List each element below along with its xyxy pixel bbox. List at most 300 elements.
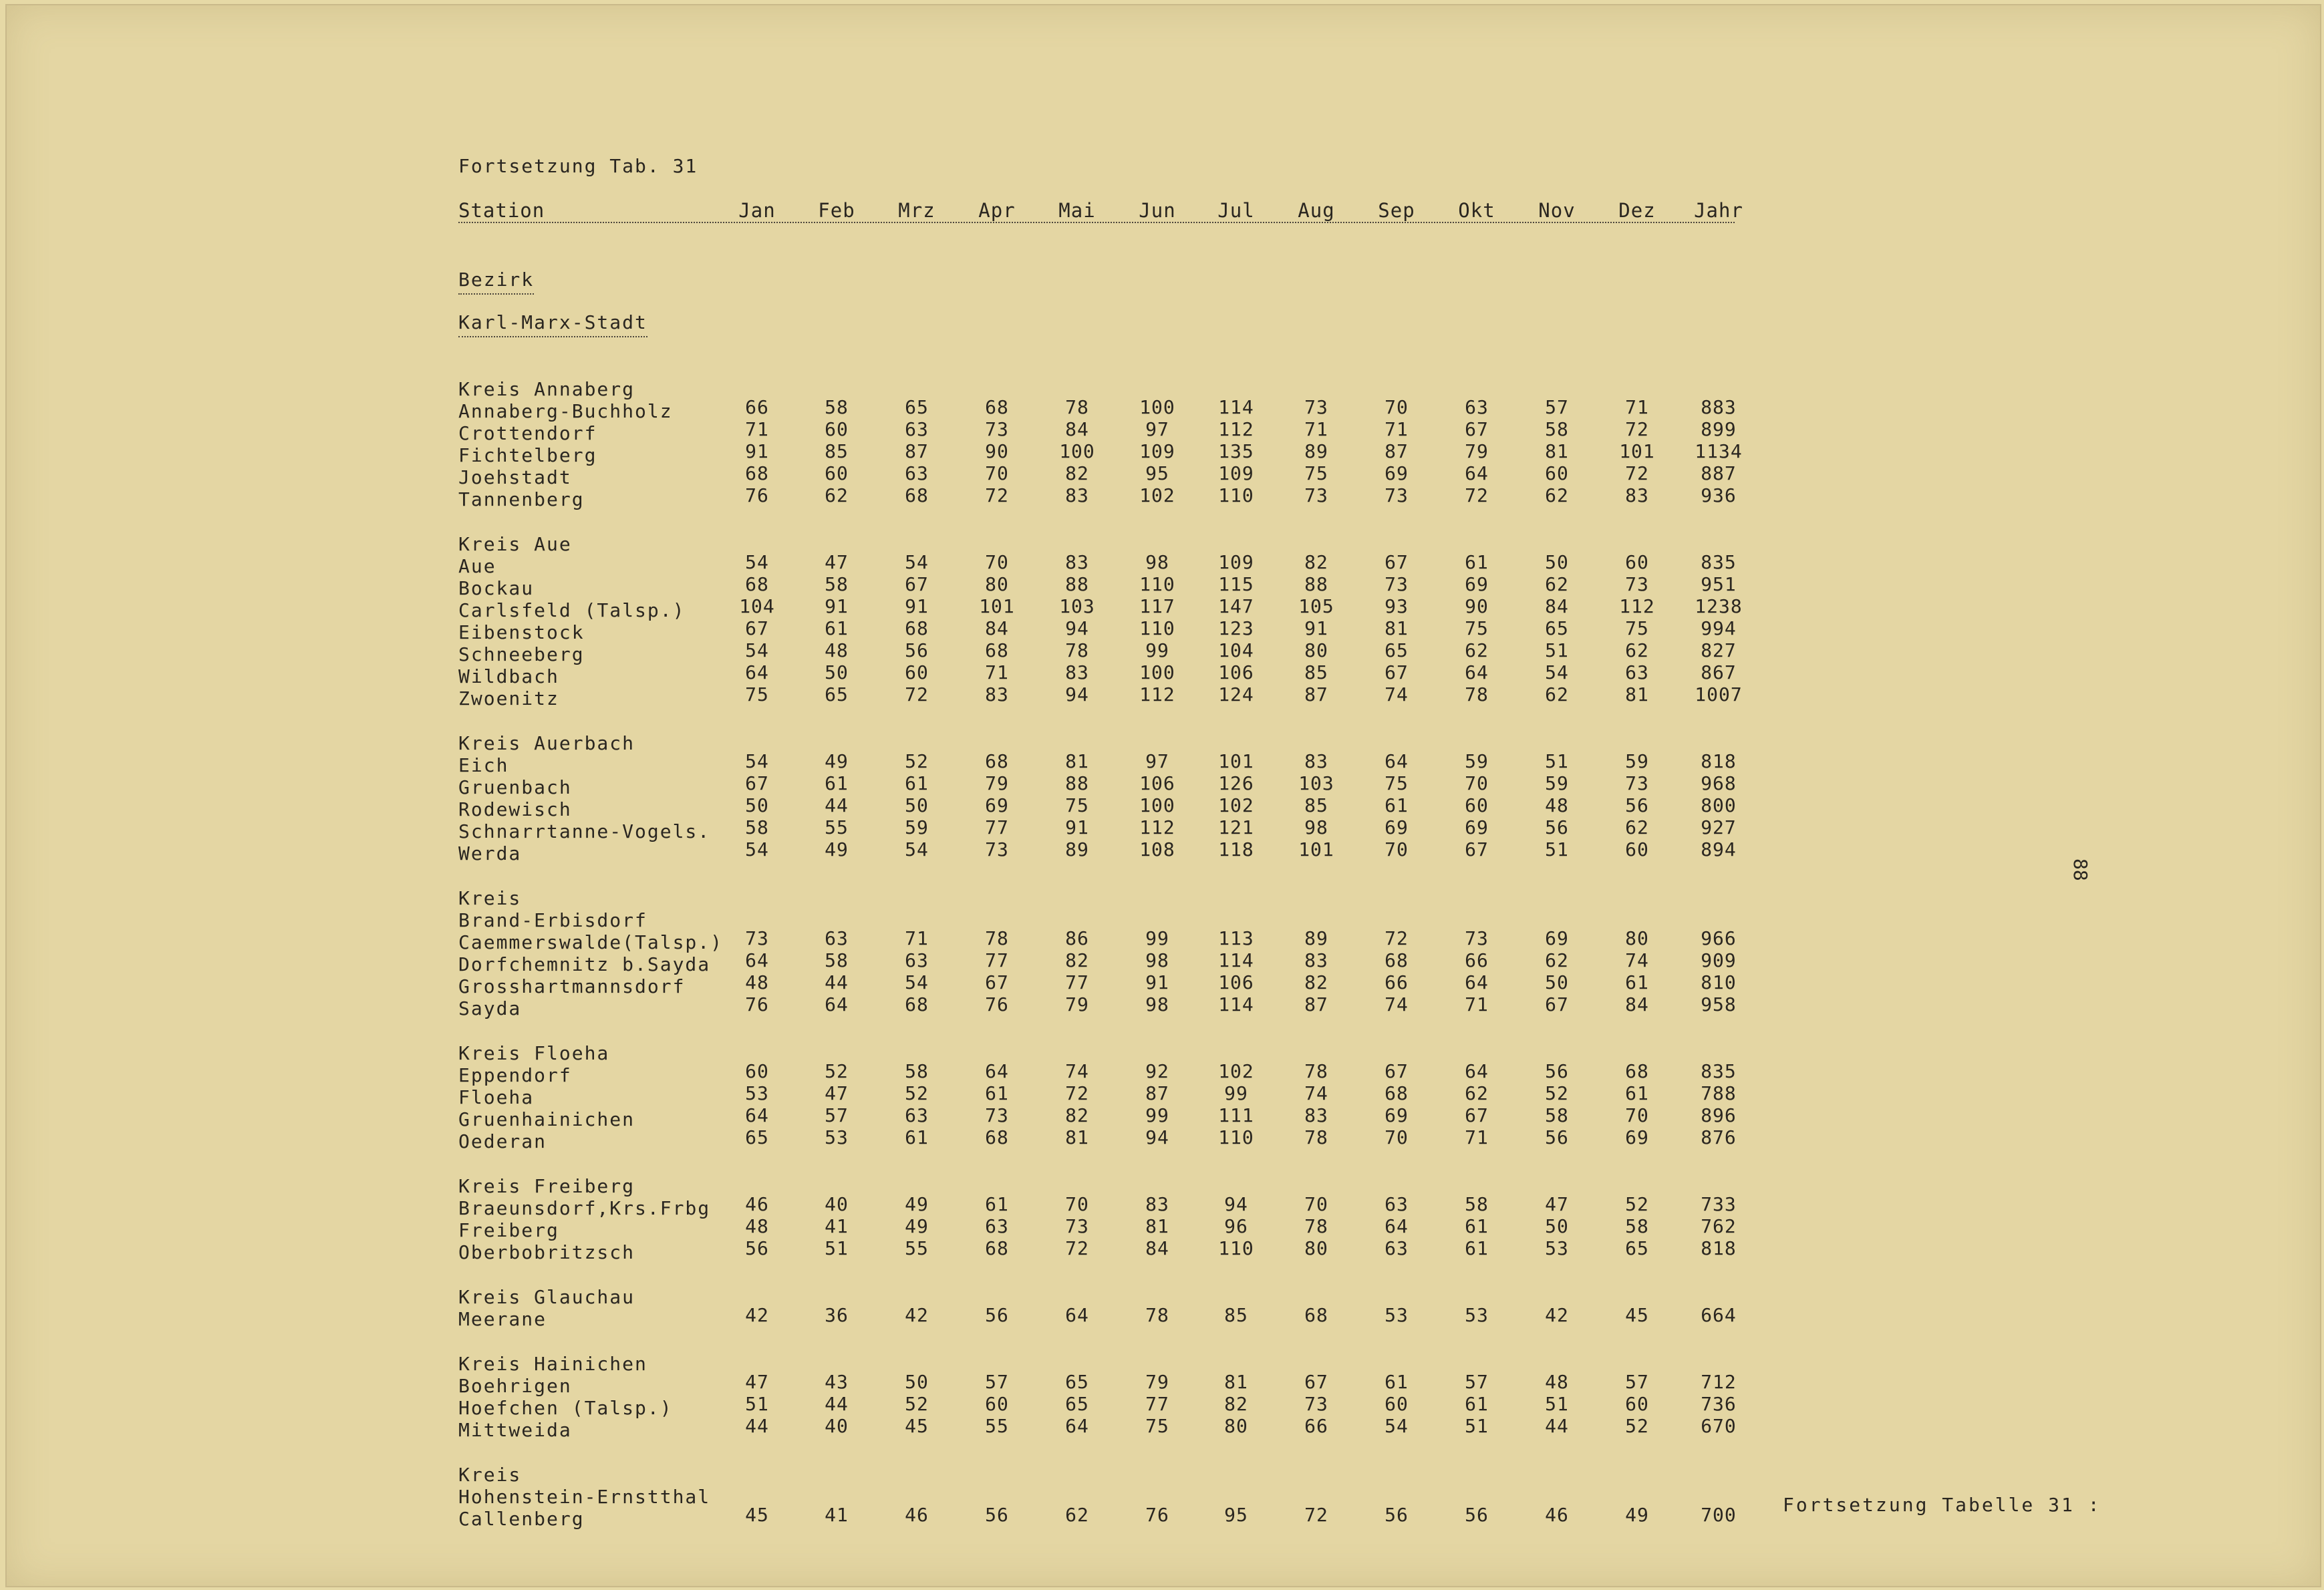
table-cell-jun: 78 (1145, 1304, 1169, 1326)
table-cell-aug: 98 (1304, 816, 1328, 838)
table-cell-sep: 69 (1385, 816, 1409, 838)
table-cell-jun: 95 (1145, 462, 1169, 484)
table-cell-nov: 53 (1545, 1237, 1569, 1259)
table-cell-okt: 72 (1465, 484, 1489, 506)
table-cell-jan: 68 (745, 462, 769, 484)
table-cell-okt: 61 (1465, 551, 1489, 573)
table-cell-nov: 56 (1545, 816, 1569, 838)
table-cell-feb: 49 (825, 838, 849, 860)
table-cell-jahr: 800 (1701, 794, 1737, 816)
table-cell-aug: 82 (1304, 551, 1328, 573)
table-cell-jahr: 1238 (1695, 595, 1743, 617)
table-cell-apr: 68 (985, 1126, 1009, 1148)
table-cell-okt: 53 (1465, 1304, 1489, 1326)
table-cell-jun: 100 (1139, 661, 1175, 683)
table-cell-sep: 67 (1385, 1060, 1409, 1082)
station-name: Eppendorf (458, 1064, 572, 1086)
station-name: Annaberg-Buchholz (458, 400, 673, 422)
table-cell-jan: 67 (745, 772, 769, 794)
table-cell-jahr: 896 (1701, 1104, 1737, 1126)
table-cell-jul: 95 (1224, 1504, 1248, 1526)
table-cell-jahr: 966 (1701, 927, 1737, 949)
table-cell-jul: 114 (1218, 993, 1254, 1015)
table-cell-mrz: 72 (905, 683, 929, 705)
table-cell-jul: 118 (1218, 838, 1254, 860)
table-cell-mai: 78 (1065, 396, 1089, 418)
table-cell-apr: 101 (979, 595, 1015, 617)
table-cell-jul: 113 (1218, 927, 1254, 949)
table-cell-nov: 56 (1545, 1060, 1569, 1082)
table-cell-jun: 81 (1145, 1215, 1169, 1237)
table-cell-nov: 48 (1545, 1371, 1569, 1393)
table-cell-jun: 106 (1139, 772, 1175, 794)
table-cell-feb: 41 (825, 1215, 849, 1237)
table-cell-jan: 45 (745, 1504, 769, 1526)
table-cell-feb: 52 (825, 1060, 849, 1082)
table-cell-jahr: 788 (1701, 1082, 1737, 1104)
table-cell-apr: 78 (985, 927, 1009, 949)
table-cell-apr: 73 (985, 838, 1009, 860)
table-cell-okt: 59 (1465, 750, 1489, 772)
table-cell-jun: 92 (1145, 1060, 1169, 1082)
column-header-jahr: Jahr (1694, 199, 1743, 222)
table-cell-jun: 94 (1145, 1126, 1169, 1148)
table-cell-feb: 63 (825, 927, 849, 949)
table-cell-mrz: 61 (905, 1126, 929, 1148)
table-cell-jun: 109 (1139, 440, 1175, 462)
station-name: Rodewisch (458, 798, 572, 820)
table-cell-aug: 78 (1304, 1126, 1328, 1148)
table-cell-sep: 63 (1385, 1237, 1409, 1259)
table-cell-nov: 62 (1545, 949, 1569, 971)
table-cell-okt: 61 (1465, 1393, 1489, 1415)
station-name: Floeha (458, 1086, 535, 1108)
table-cell-apr: 55 (985, 1415, 1009, 1437)
table-cell-okt: 66 (1465, 949, 1489, 971)
table-cell-jul: 124 (1218, 683, 1254, 705)
table-cell-apr: 61 (985, 1193, 1009, 1215)
table-cell-jul: 114 (1218, 949, 1254, 971)
station-name: Hoefchen (Talsp.) (458, 1397, 673, 1419)
table-cell-aug: 80 (1304, 1237, 1328, 1259)
table-cell-mai: 65 (1065, 1393, 1089, 1415)
table-cell-jul: 81 (1224, 1371, 1248, 1393)
table-cell-jahr: 867 (1701, 661, 1737, 683)
table-cell-dez: 74 (1625, 949, 1649, 971)
table-cell-sep: 54 (1385, 1415, 1409, 1437)
table-cell-dez: 56 (1625, 794, 1649, 816)
table-cell-jahr: 894 (1701, 838, 1737, 860)
table-cell-jahr: 899 (1701, 418, 1737, 440)
column-header-station: Station (458, 199, 545, 222)
table-cell-nov: 48 (1545, 794, 1569, 816)
column-header-feb: Feb (818, 199, 855, 222)
table-cell-jan: 46 (745, 1193, 769, 1215)
table-cell-mrz: 59 (905, 816, 929, 838)
column-header-jan: Jan (738, 199, 776, 222)
header-rule (458, 222, 1735, 223)
table-cell-jahr: 762 (1701, 1215, 1737, 1237)
table-cell-jahr: 733 (1701, 1193, 1737, 1215)
table-cell-sep: 73 (1385, 573, 1409, 595)
table-cell-nov: 57 (1545, 396, 1569, 418)
table-cell-nov: 50 (1545, 551, 1569, 573)
column-header-nov: Nov (1538, 199, 1576, 222)
bezirk-name: Karl-Marx-Stadt (458, 311, 647, 337)
table-cell-aug: 101 (1298, 838, 1334, 860)
table-cell-jun: 97 (1145, 750, 1169, 772)
station-name: Carlsfeld (Talsp.) (458, 599, 686, 621)
table-cell-sep: 73 (1385, 484, 1409, 506)
table-cell-nov: 51 (1545, 639, 1569, 661)
table-cell-nov: 60 (1545, 462, 1569, 484)
table-cell-mrz: 67 (905, 573, 929, 595)
column-header-aug: Aug (1298, 199, 1335, 222)
table-cell-sep: 63 (1385, 1193, 1409, 1215)
table-cell-mrz: 52 (905, 1082, 929, 1104)
table-cell-apr: 83 (985, 683, 1009, 705)
table-cell-mrz: 63 (905, 418, 929, 440)
table-cell-dez: 63 (1625, 661, 1649, 683)
table-cell-jul: 101 (1218, 750, 1254, 772)
table-cell-aug: 80 (1304, 639, 1328, 661)
table-cell-jan: 54 (745, 838, 769, 860)
table-cell-dez: 49 (1625, 1504, 1649, 1526)
table-cell-jul: 110 (1218, 484, 1254, 506)
table-cell-apr: 84 (985, 617, 1009, 639)
table-cell-jahr: 887 (1701, 462, 1737, 484)
table-cell-jun: 76 (1145, 1504, 1169, 1526)
table-cell-nov: 81 (1545, 440, 1569, 462)
table-cell-sep: 61 (1385, 1371, 1409, 1393)
station-name: Schnarrtanne-Vogels. (458, 820, 711, 842)
table-cell-aug: 82 (1304, 971, 1328, 993)
table-cell-feb: 44 (825, 794, 849, 816)
table-cell-jun: 99 (1145, 639, 1169, 661)
table-cell-aug: 89 (1304, 927, 1328, 949)
table-cell-dez: 62 (1625, 639, 1649, 661)
table-cell-jahr: 700 (1701, 1504, 1737, 1526)
group-title: Kreis Auerbach (458, 732, 635, 754)
table-cell-mai: 77 (1065, 971, 1089, 993)
table-cell-jun: 84 (1145, 1237, 1169, 1259)
table-cell-okt: 67 (1465, 1104, 1489, 1126)
table-cell-feb: 65 (825, 683, 849, 705)
column-header-mai: Mai (1058, 199, 1096, 222)
table-cell-jahr: 835 (1701, 1060, 1737, 1082)
table-cell-mrz: 63 (905, 462, 929, 484)
table-cell-apr: 69 (985, 794, 1009, 816)
table-cell-sep: 64 (1385, 1215, 1409, 1237)
table-cell-jahr: 876 (1701, 1126, 1737, 1148)
table-cell-jul: 147 (1218, 595, 1254, 617)
table-cell-mrz: 58 (905, 1060, 929, 1082)
table-cell-aug: 83 (1304, 750, 1328, 772)
table-cell-feb: 58 (825, 573, 849, 595)
table-cell-jun: 87 (1145, 1082, 1169, 1104)
table-cell-jan: 64 (745, 1104, 769, 1126)
table-cell-dez: 57 (1625, 1371, 1649, 1393)
table-cell-nov: 58 (1545, 418, 1569, 440)
table-cell-sep: 70 (1385, 1126, 1409, 1148)
table-cell-jahr: 670 (1701, 1415, 1737, 1437)
table-cell-jan: 76 (745, 993, 769, 1015)
table-cell-mrz: 50 (905, 794, 929, 816)
group-title: Kreis Glauchau (458, 1286, 635, 1308)
table-cell-feb: 44 (825, 1393, 849, 1415)
table-cell-jun: 97 (1145, 418, 1169, 440)
table-cell-aug: 89 (1304, 440, 1328, 462)
table-cell-aug: 73 (1304, 484, 1328, 506)
table-cell-jul: 109 (1218, 462, 1254, 484)
table-cell-okt: 64 (1465, 971, 1489, 993)
table-cell-mai: 62 (1065, 1504, 1089, 1526)
table-cell-apr: 56 (985, 1504, 1009, 1526)
table-cell-jul: 106 (1218, 661, 1254, 683)
table-cell-nov: 46 (1545, 1504, 1569, 1526)
table-cell-jan: 56 (745, 1237, 769, 1259)
group-title: Kreis Annaberg (458, 378, 635, 400)
table-cell-apr: 90 (985, 440, 1009, 462)
table-cell-apr: 68 (985, 1237, 1009, 1259)
table-cell-sep: 93 (1385, 595, 1409, 617)
column-header-mrz: Mrz (898, 199, 935, 222)
table-cell-jul: 111 (1218, 1104, 1254, 1126)
table-cell-jan: 50 (745, 794, 769, 816)
table-cell-mai: 82 (1065, 949, 1089, 971)
table-cell-apr: 72 (985, 484, 1009, 506)
table-cell-mai: 103 (1059, 595, 1095, 617)
table-cell-feb: 61 (825, 772, 849, 794)
group-title-line2: Hohenstein-Ernstthal (458, 1486, 711, 1508)
table-cell-dez: 71 (1625, 396, 1649, 418)
table-cell-mrz: 46 (905, 1504, 929, 1526)
table-cell-aug: 83 (1304, 949, 1328, 971)
table-cell-jan: 53 (745, 1082, 769, 1104)
table-cell-sep: 64 (1385, 750, 1409, 772)
table-cell-okt: 60 (1465, 794, 1489, 816)
table-cell-jan: 65 (745, 1126, 769, 1148)
table-cell-feb: 57 (825, 1104, 849, 1126)
table-cell-jahr: 883 (1701, 396, 1737, 418)
station-name: Eibenstock (458, 621, 585, 643)
continuation-footer: Fortsetzung Tabelle 31 : (1783, 1494, 2101, 1516)
table-cell-aug: 72 (1304, 1504, 1328, 1526)
table-cell-aug: 66 (1304, 1415, 1328, 1437)
table-cell-nov: 50 (1545, 1215, 1569, 1237)
table-cell-sep: 60 (1385, 1393, 1409, 1415)
table-cell-feb: 47 (825, 1082, 849, 1104)
table-cell-mai: 65 (1065, 1371, 1089, 1393)
table-cell-apr: 76 (985, 993, 1009, 1015)
table-cell-jan: 104 (739, 595, 775, 617)
table-cell-jul: 80 (1224, 1415, 1248, 1437)
table-cell-sep: 75 (1385, 772, 1409, 794)
group-title: Kreis (458, 1464, 522, 1486)
table-cell-jul: 102 (1218, 1060, 1254, 1082)
table-cell-feb: 60 (825, 462, 849, 484)
table-cell-aug: 83 (1304, 1104, 1328, 1126)
station-name: Oberbobritzsch (458, 1241, 635, 1263)
table-cell-jan: 60 (745, 1060, 769, 1082)
table-cell-jahr: 909 (1701, 949, 1737, 971)
table-cell-mrz: 63 (905, 949, 929, 971)
table-cell-sep: 67 (1385, 551, 1409, 573)
table-cell-dez: 68 (1625, 1060, 1649, 1082)
table-cell-feb: 64 (825, 993, 849, 1015)
table-cell-mrz: 42 (905, 1304, 929, 1326)
table-cell-mai: 81 (1065, 1126, 1089, 1148)
table-cell-mrz: 68 (905, 484, 929, 506)
station-name: Werda (458, 842, 522, 864)
group-title-line2: Brand-Erbisdorf (458, 909, 647, 931)
table-cell-okt: 90 (1465, 595, 1489, 617)
group-title: Kreis Hainichen (458, 1353, 647, 1375)
table-cell-jahr: 1007 (1695, 683, 1743, 705)
table-cell-nov: 54 (1545, 661, 1569, 683)
table-cell-sep: 74 (1385, 683, 1409, 705)
table-cell-okt: 78 (1465, 683, 1489, 705)
table-cell-feb: 47 (825, 551, 849, 573)
table-cell-jan: 64 (745, 949, 769, 971)
table-cell-sep: 56 (1385, 1504, 1409, 1526)
table-cell-jahr: 958 (1701, 993, 1737, 1015)
table-cell-mai: 82 (1065, 1104, 1089, 1126)
table-cell-jan: 75 (745, 683, 769, 705)
table-cell-aug: 67 (1304, 1371, 1328, 1393)
table-cell-sep: 74 (1385, 993, 1409, 1015)
station-name: Schneeberg (458, 643, 585, 665)
table-cell-okt: 58 (1465, 1193, 1489, 1215)
table-cell-okt: 63 (1465, 396, 1489, 418)
table-cell-sep: 69 (1385, 462, 1409, 484)
table-cell-jan: 71 (745, 418, 769, 440)
table-cell-dez: 52 (1625, 1415, 1649, 1437)
table-cell-feb: 51 (825, 1237, 849, 1259)
station-name: Mittweida (458, 1419, 572, 1441)
table-cell-sep: 71 (1385, 418, 1409, 440)
table-cell-mai: 83 (1065, 661, 1089, 683)
table-cell-aug: 73 (1304, 1393, 1328, 1415)
table-cell-dez: 73 (1625, 772, 1649, 794)
table-cell-mrz: 71 (905, 927, 929, 949)
table-cell-mai: 82 (1065, 462, 1089, 484)
table-cell-jahr: 664 (1701, 1304, 1737, 1326)
station-name: Sayda (458, 997, 522, 1019)
table-cell-mrz: 87 (905, 440, 929, 462)
table-cell-dez: 60 (1625, 838, 1649, 860)
table-cell-dez: 60 (1625, 1393, 1649, 1415)
table-cell-sep: 70 (1385, 396, 1409, 418)
table-cell-jul: 94 (1224, 1193, 1248, 1215)
table-cell-mai: 64 (1065, 1415, 1089, 1437)
table-cell-mrz: 68 (905, 993, 929, 1015)
station-name: Braeunsdorf,Krs.Frbg (458, 1197, 711, 1219)
table-cell-apr: 70 (985, 462, 1009, 484)
table-cell-apr: 80 (985, 573, 1009, 595)
table-cell-jun: 117 (1139, 595, 1175, 617)
table-cell-jun: 100 (1139, 396, 1175, 418)
table-cell-mrz: 56 (905, 639, 929, 661)
table-cell-jan: 47 (745, 1371, 769, 1393)
table-cell-nov: 47 (1545, 1193, 1569, 1215)
table-cell-jan: 76 (745, 484, 769, 506)
table-cell-nov: 62 (1545, 484, 1569, 506)
table-cell-apr: 68 (985, 639, 1009, 661)
station-name: Boehrigen (458, 1375, 572, 1397)
column-header-okt: Okt (1458, 199, 1495, 222)
table-cell-feb: 40 (825, 1415, 849, 1437)
table-cell-nov: 59 (1545, 772, 1569, 794)
table-cell-apr: 63 (985, 1215, 1009, 1237)
table-cell-dez: 112 (1619, 595, 1655, 617)
table-cell-sep: 66 (1385, 971, 1409, 993)
table-cell-okt: 62 (1465, 639, 1489, 661)
group-title: Kreis Floeha (458, 1042, 610, 1064)
table-cell-dez: 61 (1625, 971, 1649, 993)
table-cell-dez: 59 (1625, 750, 1649, 772)
table-cell-jan: 67 (745, 617, 769, 639)
table-cell-jul: 106 (1218, 971, 1254, 993)
table-cell-mrz: 63 (905, 1104, 929, 1126)
table-cell-mrz: 52 (905, 1393, 929, 1415)
table-cell-okt: 71 (1465, 993, 1489, 1015)
table-cell-jul: 109 (1218, 551, 1254, 573)
table-cell-jun: 99 (1145, 927, 1169, 949)
table-cell-jan: 54 (745, 639, 769, 661)
table-cell-jun: 112 (1139, 816, 1175, 838)
table-cell-feb: 53 (825, 1126, 849, 1148)
table-cell-okt: 61 (1465, 1215, 1489, 1237)
table-cell-jan: 51 (745, 1393, 769, 1415)
table-cell-nov: 84 (1545, 595, 1569, 617)
table-cell-apr: 70 (985, 551, 1009, 573)
table-cell-jul: 112 (1218, 418, 1254, 440)
table-cell-mai: 83 (1065, 551, 1089, 573)
table-cell-dez: 101 (1619, 440, 1655, 462)
table-cell-aug: 105 (1298, 595, 1334, 617)
table-cell-dez: 61 (1625, 1082, 1649, 1104)
table-cell-mai: 74 (1065, 1060, 1089, 1082)
table-cell-apr: 71 (985, 661, 1009, 683)
station-name: Gruenbach (458, 776, 572, 798)
table-cell-sep: 68 (1385, 949, 1409, 971)
station-name: Fichtelberg (458, 444, 597, 466)
table-cell-apr: 77 (985, 816, 1009, 838)
table-cell-okt: 57 (1465, 1371, 1489, 1393)
station-name: Tannenberg (458, 488, 585, 510)
table-cell-feb: 61 (825, 617, 849, 639)
table-cell-feb: 50 (825, 661, 849, 683)
table-cell-okt: 67 (1465, 418, 1489, 440)
table-cell-mrz: 61 (905, 772, 929, 794)
table-cell-mai: 81 (1065, 750, 1089, 772)
table-cell-feb: 91 (825, 595, 849, 617)
table-cell-mai: 86 (1065, 927, 1089, 949)
table-cell-aug: 85 (1304, 661, 1328, 683)
table-cell-feb: 40 (825, 1193, 849, 1215)
table-cell-mai: 94 (1065, 617, 1089, 639)
table-cell-jan: 66 (745, 396, 769, 418)
table-cell-dez: 72 (1625, 418, 1649, 440)
table-cell-apr: 73 (985, 418, 1009, 440)
table-cell-aug: 87 (1304, 993, 1328, 1015)
table-cell-aug: 88 (1304, 573, 1328, 595)
table-cell-mai: 84 (1065, 418, 1089, 440)
table-cell-sep: 87 (1385, 440, 1409, 462)
table-cell-aug: 70 (1304, 1193, 1328, 1215)
table-cell-apr: 60 (985, 1393, 1009, 1415)
